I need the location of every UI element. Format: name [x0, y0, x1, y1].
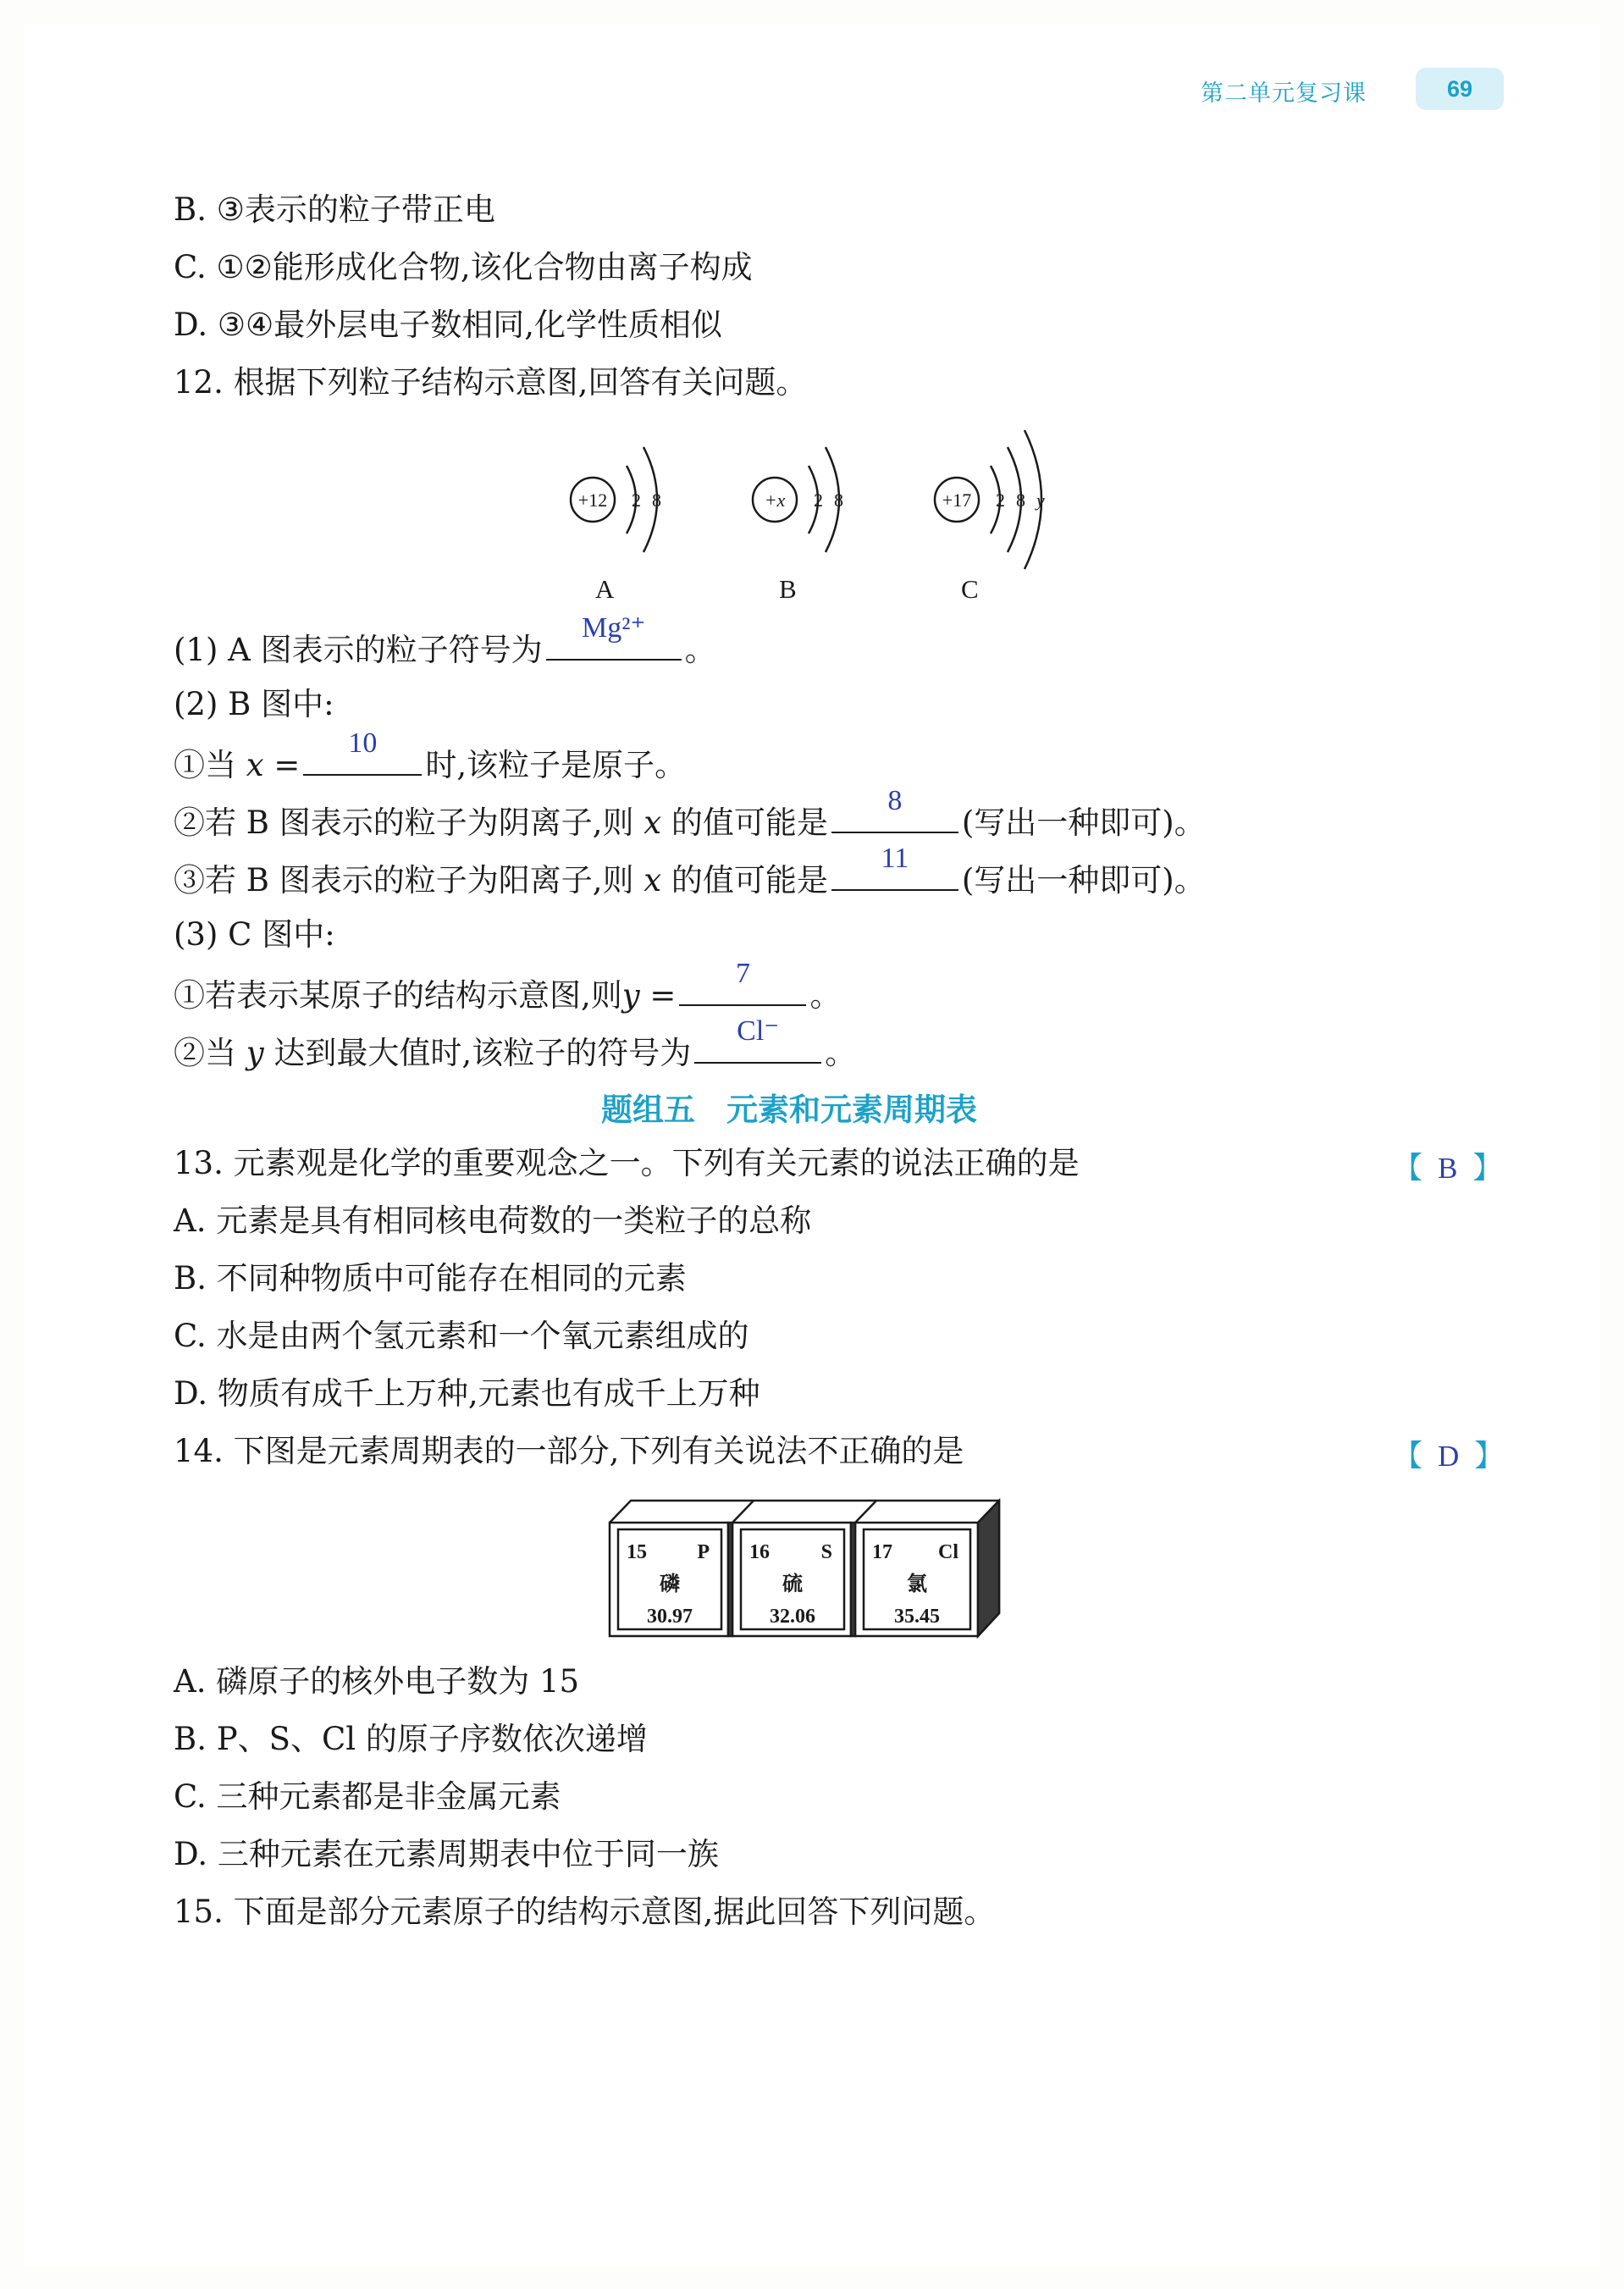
- q13-option-a: A. 元素是具有相同核电荷数的一类粒子的总称: [174, 1203, 812, 1239]
- q11-option-c: C. ①②能形成化合物,该化合物由离子构成: [174, 249, 753, 285]
- q12-part3-head: (3) C 图中:: [174, 916, 335, 953]
- cell-p-number: 15: [627, 1541, 647, 1563]
- q13-stem: 13. 元素观是化学的重要观念之一。下列有关元素的说法正确的是: [174, 1145, 1080, 1181]
- atom-diagram-c: [935, 430, 1045, 569]
- atom-diagram-b: [753, 447, 843, 552]
- q14-option-b: B. P、S、Cl 的原子序数依次递增: [174, 1721, 648, 1757]
- atom-structure-diagrams: [550, 423, 1058, 576]
- q14-option-a: A. 磷原子的核外电子数为 15: [174, 1663, 580, 1700]
- cell-p-symbol: P: [697, 1541, 710, 1563]
- atom-c-shell-3: y: [1036, 489, 1045, 511]
- handwritten-answer: 7: [735, 958, 750, 989]
- atom-b-shell-2: 8: [834, 489, 843, 511]
- atom-c-shell-1: 2: [996, 489, 1005, 511]
- answer-blank[interactable]: [694, 1015, 821, 1064]
- q14-option-c: C. 三种元素都是非金属元素: [174, 1778, 561, 1815]
- q14-stem: 14. 下图是元素周期表的一部分,下列有关说法不正确的是: [174, 1433, 964, 1469]
- q14-answer-bracket: 【 D 】: [1393, 1440, 1505, 1473]
- handwritten-answer: Mg²⁺: [581, 612, 646, 644]
- section-heading: 题组五 元素和元素周期表: [601, 1092, 977, 1128]
- answer-blank[interactable]: [831, 785, 958, 833]
- handwritten-answer: Cl⁻: [737, 1015, 780, 1047]
- cell-cl-mass: 35.45: [894, 1606, 940, 1628]
- atom-c-shell-2: 8: [1016, 489, 1025, 511]
- q14-answer: D: [1438, 1440, 1460, 1473]
- atom-a-shell-2: 8: [652, 489, 661, 511]
- cell-s-name: 硫: [782, 1572, 803, 1595]
- cell-cl-symbol: Cl: [938, 1541, 958, 1563]
- q13-answer: B: [1438, 1152, 1458, 1185]
- q12-part2-head: (2) B 图中:: [174, 686, 334, 722]
- diagram-label-a: A: [595, 574, 615, 604]
- atom-c-nucleus: +17: [942, 489, 972, 511]
- cell-cl-number: 17: [872, 1541, 892, 1563]
- q13-option-b: B. 不同种物质中可能存在相同的元素: [174, 1260, 687, 1297]
- q12-part1: (1) A 图表示的粒子符号为 Mg²⁺ 。: [174, 627, 716, 671]
- q15-stem: 15. 下面是部分元素原子的结构示意图,据此回答下列问题。: [174, 1894, 996, 1930]
- q13-option-d: D. 物质有成千上万种,元素也有成千上万种: [174, 1375, 760, 1412]
- handwritten-answer: 8: [887, 785, 903, 816]
- q12-part2-b: ②若 B 图表示的粒子为阴离子,则 x 的值可能是 8 (写出一种即可)。: [174, 799, 1206, 843]
- cell-s-number: 16: [749, 1541, 770, 1563]
- cell-cl-name: 氯: [907, 1572, 927, 1595]
- answer-blank[interactable]: [546, 612, 682, 661]
- q12-part2-c: ③若 B 图表示的粒子为阳离子,则 x 的值可能是 11 (写出一种即可)。: [174, 857, 1206, 901]
- cell-p-mass: 30.97: [647, 1606, 693, 1628]
- diagram-label-b: B: [779, 574, 797, 604]
- q11-option-d: D. ③④最外层电子数相同,化学性质相似: [174, 307, 722, 343]
- atom-b-nucleus: +x: [764, 489, 786, 511]
- page-number-badge: 69: [1416, 68, 1504, 110]
- handwritten-answer: 11: [881, 843, 909, 874]
- answer-blank[interactable]: [679, 958, 806, 1006]
- cell-p-name: 磷: [660, 1572, 680, 1595]
- periodic-table-excerpt: [601, 1490, 1008, 1651]
- cell-s-symbol: S: [820, 1541, 832, 1563]
- unit-title: 第二单元复习课: [1201, 80, 1367, 107]
- q14-option-d: D. 三种元素在元素周期表中位于同一族: [174, 1836, 719, 1872]
- atom-a-shell-1: 2: [632, 489, 641, 511]
- atom-a-nucleus: +12: [577, 489, 608, 511]
- answer-blank[interactable]: [831, 843, 958, 891]
- atom-b-shell-1: 2: [814, 489, 823, 511]
- q12-part3-b: ②当 y 达到最大值时,该粒子的符号为 Cl⁻ 。: [174, 1030, 856, 1074]
- atom-diagram-a: [571, 447, 661, 552]
- diagram-label-c: C: [961, 574, 979, 604]
- q12-stem: 12. 根据下列粒子结构示意图,回答有关问题。: [174, 364, 808, 401]
- q13-option-c: C. 水是由两个氢元素和一个氧元素组成的: [174, 1318, 749, 1354]
- cell-s-mass: 32.06: [770, 1606, 815, 1628]
- q12-part3-a: ①若表示某原子的结构示意图,则y = 7 。: [174, 972, 841, 1016]
- q12-part2-a: ①当 x = 10 时,该粒子是原子。: [174, 742, 686, 786]
- q11-option-b: B. ③表示的粒子带正电: [174, 191, 495, 228]
- answer-blank[interactable]: [303, 727, 422, 776]
- handwritten-answer: 10: [348, 727, 378, 759]
- q13-answer-bracket: 【 B 】: [1393, 1152, 1503, 1186]
